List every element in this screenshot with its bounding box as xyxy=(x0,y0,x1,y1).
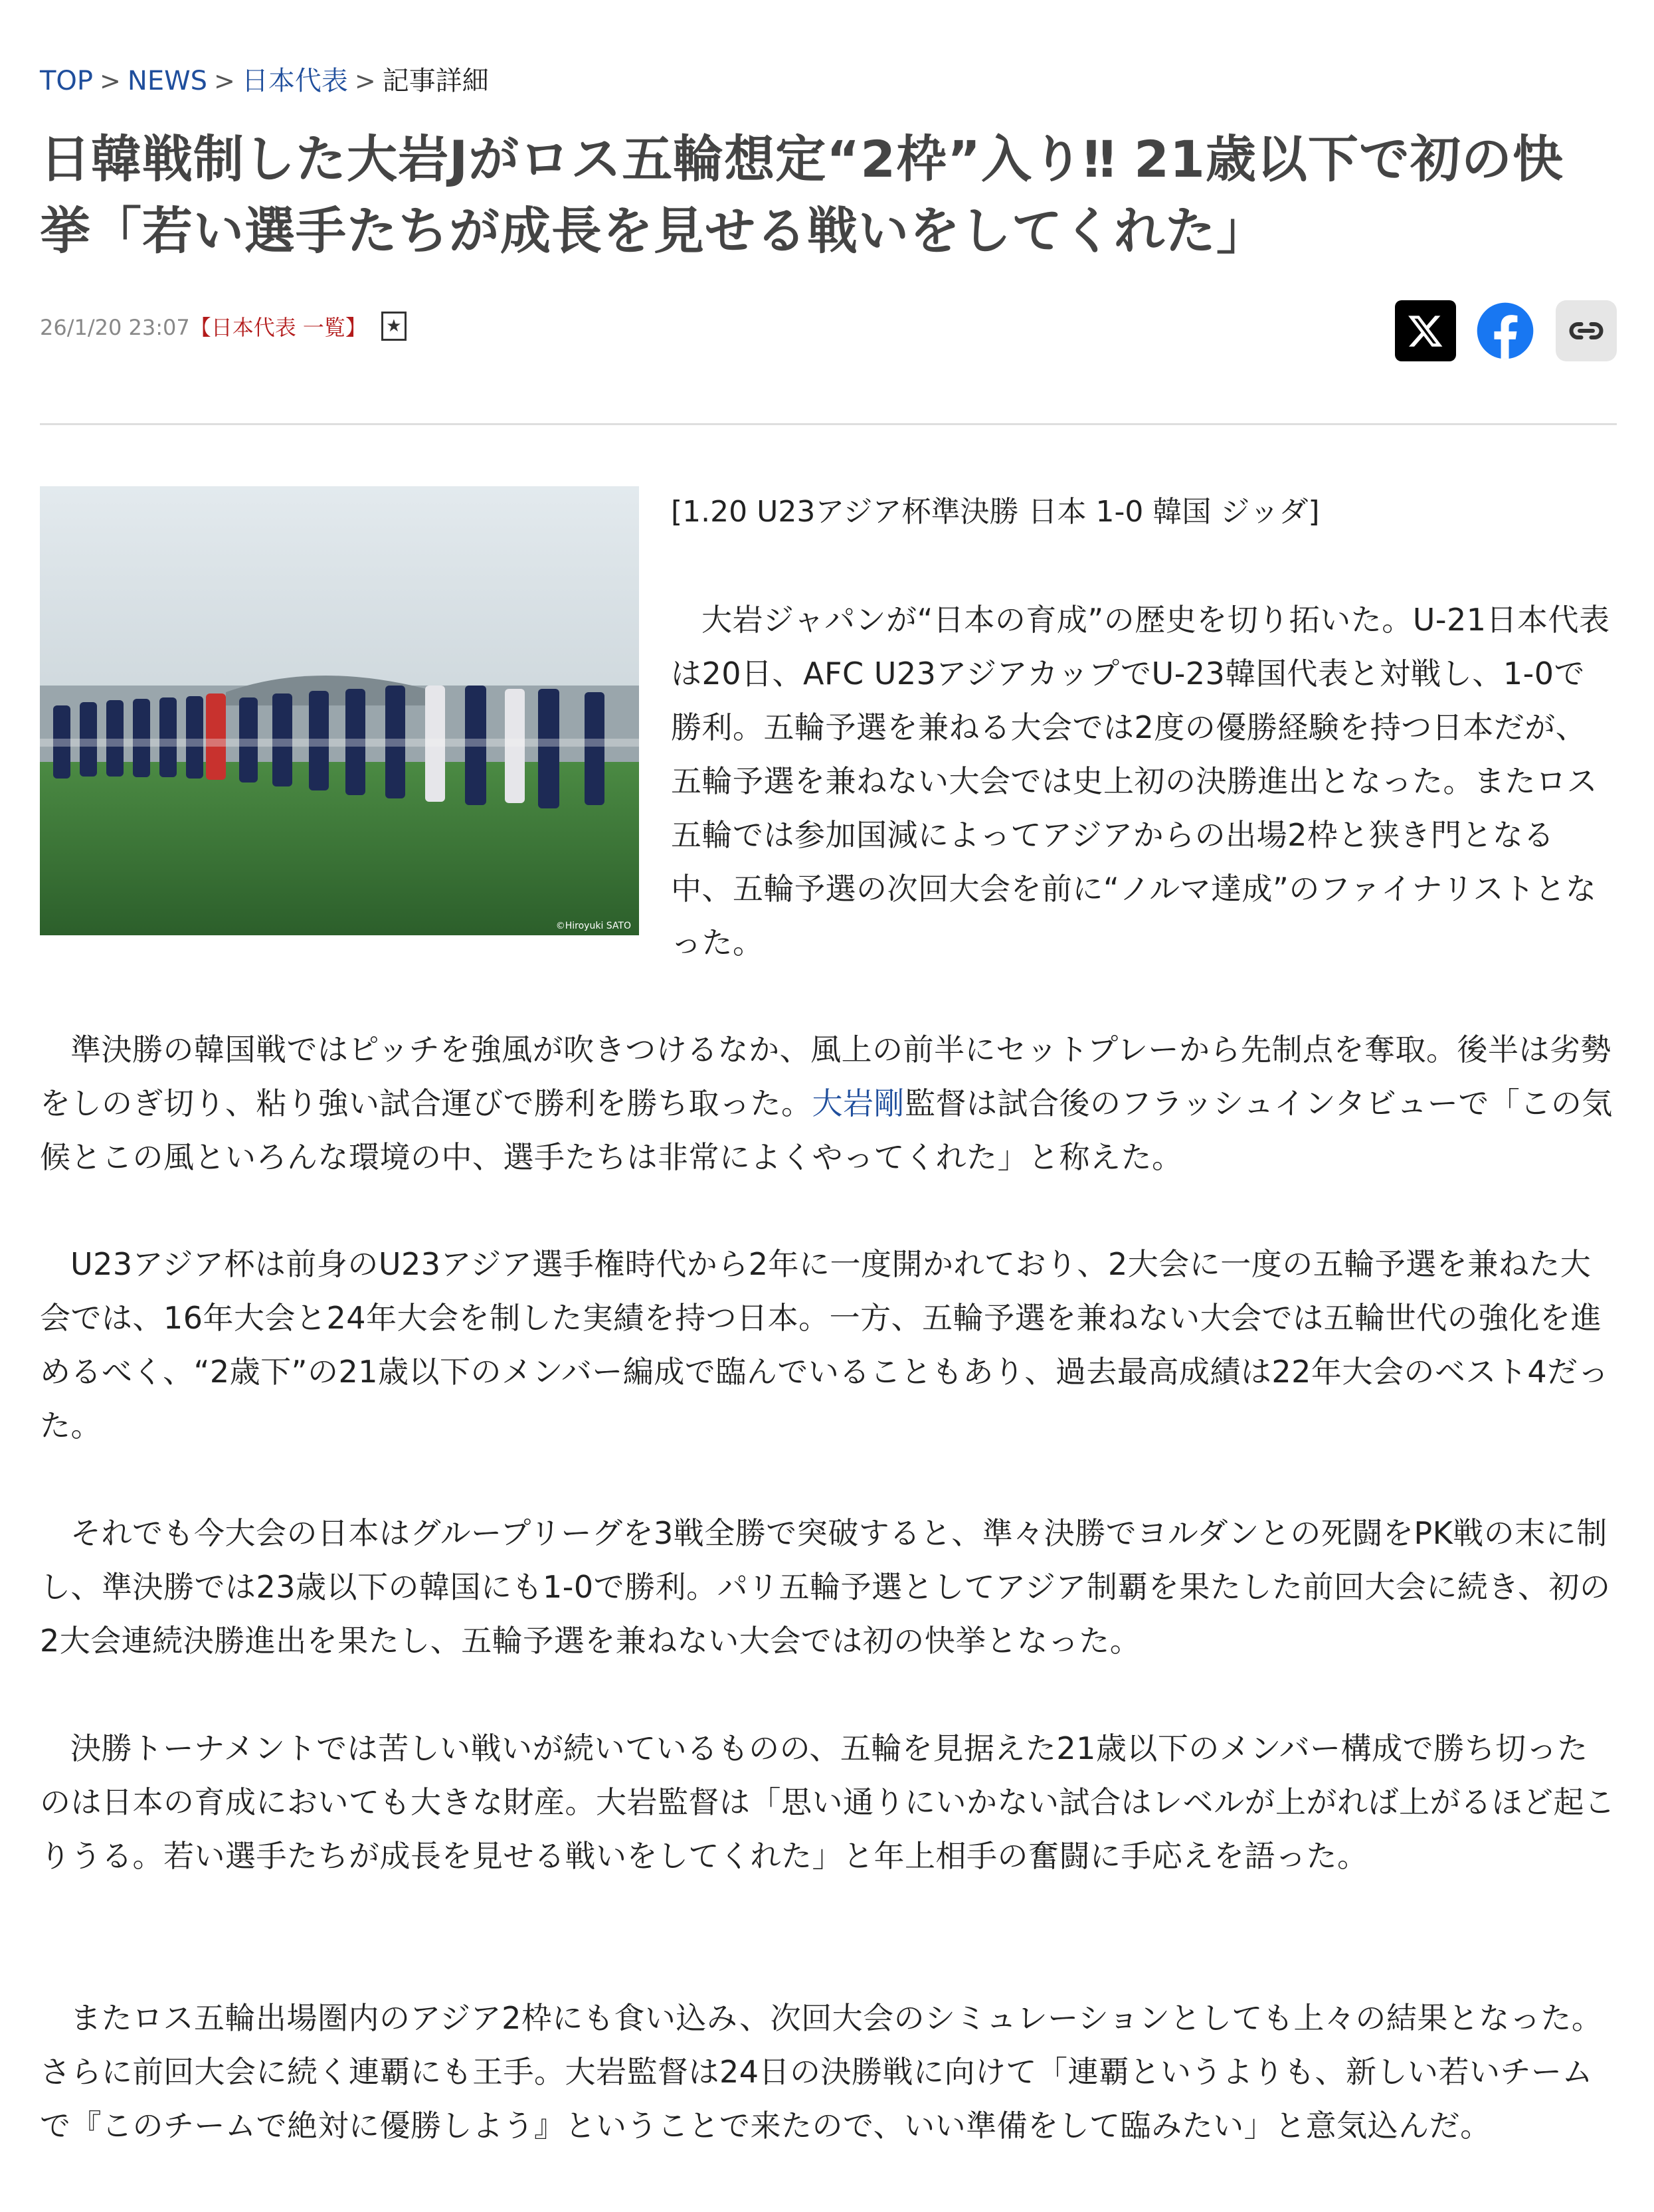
breadcrumb-top-link[interactable]: TOP xyxy=(40,66,94,96)
coach-name-link[interactable]: 大岩剛 xyxy=(812,1085,905,1121)
article-meta xyxy=(40,309,407,346)
article-paragraph: 決勝トーナメントでは苦しい戦いが続いているものの、五輪を見据えた21歳以下のメンバー構成で勝ち切ったのは日本の育成においても大きな財産。大岩監督は「思い通りにいかない試合はレベルが上がれば上がるほど起こりうる。若い選手たちが成長を見せる戦いをしてくれた」と年上相手の奮闘に手応えを語った。 xyxy=(40,1730,1615,1874)
x-logo-icon xyxy=(1407,312,1444,349)
breadcrumb-category-link[interactable]: 日本代表 xyxy=(241,66,348,96)
article-date: 26/1/20 23:07 xyxy=(40,315,190,340)
article-title: 日韓戦制した大岩Jがロス五輪想定“2枠”入り‼ 21歳以下で初の快挙「若い選手たちが成長を見せる戦いをしてくれた」 xyxy=(40,130,1564,260)
paragraph-text: 準決勝の韓国戦ではピッチを強風が吹きつけるなか、風上の前半にセットプレーから先制点を奪取。後半は劣勢をしのぎ切り、粘り強い試合運びで勝利を勝ち取った。 xyxy=(40,1032,1611,1121)
share-x-button[interactable] xyxy=(1395,300,1456,361)
article-paragraph: U23アジア杯は前身のU23アジア選手権時代から2年に一度開かれており、2大会に一度の五輪予選を兼ねた大会では、16年大会と24年大会を制した実績を持つ日本。一方、五輪予選を兼ねない大会では五輪世代の強化を進めるべく、“2歳下”の21歳以下のメンバー編成で臨んでいることもあり、過去最高成績は22年大会のベスト4だった。 xyxy=(40,1246,1609,1443)
bookmark-icon[interactable] xyxy=(381,312,407,341)
share-link-button[interactable] xyxy=(1556,300,1617,361)
photo-credit: ©Hiroyuki SATO xyxy=(555,921,631,931)
breadcrumb-news-link[interactable]: NEWS xyxy=(127,66,208,96)
breadcrumb-current: 記事詳細 xyxy=(382,66,489,96)
match-info: [1.20 U23アジア杯準決勝 日本 1-0 韓国 ジッダ] xyxy=(671,495,1320,529)
breadcrumb-separator: > xyxy=(214,66,235,96)
article-paragraph xyxy=(40,1023,1618,1184)
paragraph-text: 監督は試合後のフラッシュインタビューで「この気候とこの風といろんな環境の中、選手たちは非常によくやってくれた」と称えた。 xyxy=(40,1085,1613,1175)
article-paragraph: 大岩ジャパンが“日本の育成”の歴史を切り拓いた。U-21日本代表は20日、AFC U23アジアカップでU-23韓国代表と対戦し、1-0で勝利。五輪予選を兼ねる大会では2度の優勝経験を持つ日本だが、五輪予選を兼ねない大会では史上初の決勝進出となった。またロス五輪では参加国減によってアジアからの出場2枠と狭き門となる中、五輪予選の次回大会を前に“ノルマ達成”のファイナリストとなった。 xyxy=(671,602,1610,961)
bookmark-star: ★ xyxy=(386,316,402,336)
category-list-link[interactable]: 【日本代表 一覧】 xyxy=(189,315,367,340)
article-paragraph: それでも今大会の日本はグループリーグを3戦全勝で突破すると、準々決勝でヨルダンとの死闘をPK戦の末に制し、準決勝では23歳以下の韓国にも1-0で勝利。パリ五輪予選としてアジア制覇を果たした前回大会に続き、初の2大会連続決勝進出を果たし、五輪予選を兼ねない大会では初の快挙となった。 xyxy=(40,1515,1611,1659)
share-facebook-button[interactable] xyxy=(1475,300,1536,361)
breadcrumb-separator: > xyxy=(354,66,376,96)
link-icon xyxy=(1566,311,1606,351)
facebook-icon xyxy=(1475,300,1536,361)
article-paragraph: またロス五輪出場圏内のアジア2枠にも食い込み、次回大会のシミュレーションとしても上々の結果となった。さらに前回大会に続く連覇にも王手。大岩監督は24日の決勝戦に向けて「連覇というよりも、新しい若いチームで『このチームで絶対に優勝しよう』ということで来たので、いい準備をして臨みたい」と意気込んだ。 xyxy=(40,2000,1603,2144)
breadcrumb xyxy=(40,61,489,101)
article-photo xyxy=(40,486,639,935)
breadcrumb-separator: > xyxy=(100,66,121,96)
header-divider xyxy=(40,423,1617,425)
